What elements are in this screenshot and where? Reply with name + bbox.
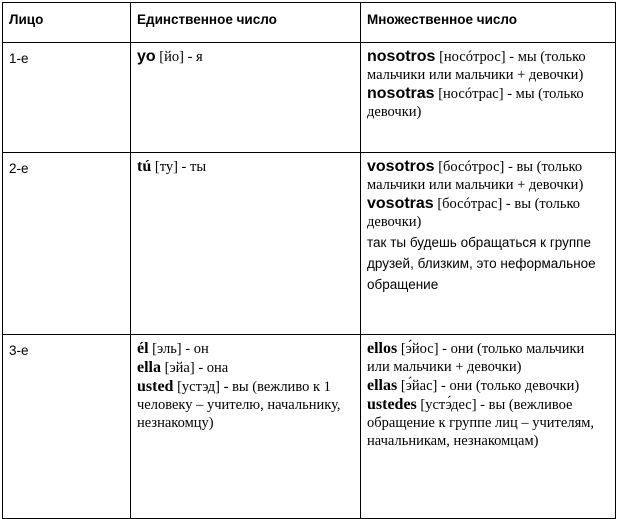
- pronoun-entry: [137, 359, 354, 377]
- person-cell: 2-е: [3, 153, 131, 335]
- pronoun-word: tú: [137, 158, 152, 175]
- pronoun-transcription: [носóтрас]: [434, 86, 504, 102]
- pronoun-entry: [367, 340, 609, 376]
- pronoun-word: nosotros: [367, 48, 436, 65]
- pronoun-transcription: [эйа]: [161, 360, 195, 376]
- pronoun-word: ella: [137, 359, 161, 376]
- pronoun-transcription: [ту]: [151, 159, 178, 175]
- pronoun-word: yo: [137, 48, 156, 65]
- pronoun-entry: [367, 195, 609, 231]
- pronoun-word: vosotros: [367, 158, 435, 175]
- singular-cell: [131, 43, 361, 153]
- pronoun-transcription: [устэд]: [173, 379, 220, 395]
- pronoun-gloss: - мы (только девочки): [367, 86, 584, 120]
- plural-cell: [361, 335, 616, 519]
- pronoun-word: nosotras: [367, 85, 435, 102]
- pronoun-transcription: [босóтрас]: [433, 196, 503, 212]
- pronoun-transcription: [носóтрос]: [435, 49, 506, 65]
- pronoun-gloss: - вы (вежливо к 1 человеку – учителю, начальнику, незнакомцу): [137, 379, 341, 431]
- pronoun-entry: [137, 48, 354, 66]
- pronoun-gloss: - мы (только мальчики или мальчики + девочки): [367, 49, 586, 83]
- pronoun-gloss: - ты: [177, 159, 207, 175]
- table-row: [3, 43, 616, 153]
- pronoun-gloss: - они (только девочки): [437, 378, 580, 394]
- pronoun-entry: [367, 85, 609, 121]
- singular-cell: [131, 153, 361, 335]
- pronoun-word: usted: [137, 378, 174, 395]
- pronoun-entry: [367, 48, 609, 84]
- header-person: Лицо: [3, 3, 131, 43]
- plural-cell: [361, 153, 616, 335]
- pronoun-transcription: [э́йас]: [397, 378, 438, 394]
- pronoun-gloss: - я: [183, 49, 203, 65]
- pronoun-gloss: - она: [194, 360, 229, 376]
- pronoun-transcription: [босóтрос]: [434, 159, 505, 175]
- pronoun-word: vosotras: [367, 195, 434, 212]
- table-row: [3, 153, 616, 335]
- pronoun-transcription: [устэ́дес]: [416, 397, 477, 413]
- pronoun-entry: [137, 378, 354, 432]
- person-cell: 1-е: [3, 43, 131, 153]
- pronoun-gloss: - вы (только мальчики или мальчики + девочки): [367, 159, 584, 193]
- pronoun-gloss: - вы (только девочки): [367, 196, 581, 230]
- pronoun-word: ustedes: [367, 396, 417, 413]
- pronoun-word: él: [137, 340, 149, 357]
- pronoun-gloss: - вы (вежливое обращение к группе лиц – учителям, начальникам, незнакомцам): [367, 397, 595, 449]
- pronoun-entry: [367, 396, 609, 450]
- header-singular: Единственное число: [131, 3, 361, 43]
- person-cell: 3-е: [3, 335, 131, 519]
- pronoun-entry: [367, 158, 609, 194]
- plural-cell: [361, 43, 616, 153]
- header-row: [3, 3, 616, 43]
- pronoun-entry: [367, 377, 609, 395]
- singular-cell: [131, 335, 361, 519]
- pronoun-transcription: [э́йос]: [397, 341, 439, 357]
- pronoun-table: [2, 2, 616, 519]
- table-row: [3, 335, 616, 519]
- pronoun-transcription: [йо]: [155, 49, 184, 65]
- pronoun-entry: [137, 340, 354, 358]
- pronoun-word: ellas: [367, 377, 398, 394]
- usage-note: так ты будешь обращаться к группе друзей, близким, это неформальное обращение: [367, 235, 596, 292]
- pronoun-word: ellos: [367, 340, 398, 357]
- pronoun-gloss: - они (только мальчики или мальчики + девочки): [367, 341, 585, 375]
- header-plural: Множественное число: [361, 3, 616, 43]
- pronoun-transcription: [эль]: [148, 341, 182, 357]
- pronoun-entry: [137, 158, 354, 176]
- pronoun-gloss: - он: [181, 341, 209, 357]
